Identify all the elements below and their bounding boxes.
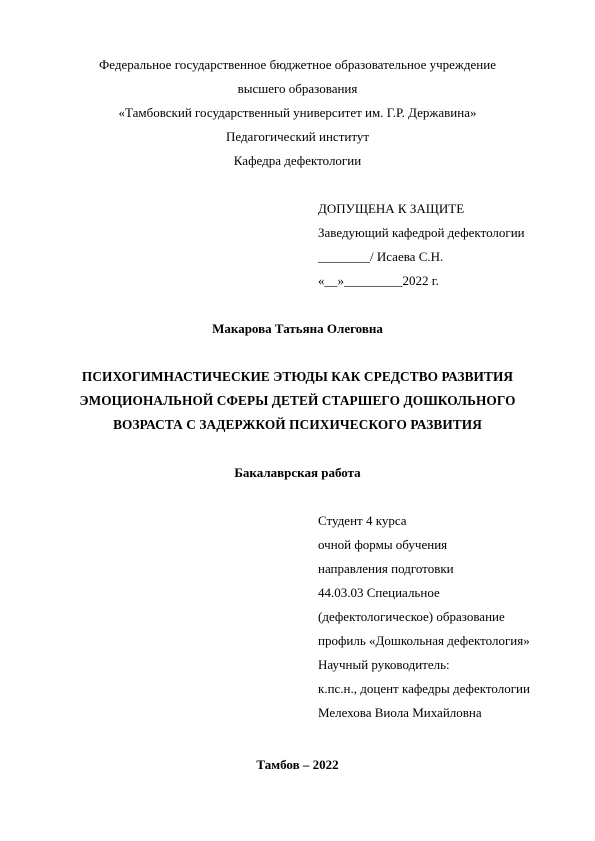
student-line-2: очной формы обучения [318,537,448,552]
student-line-5: (дефектологическое) образование [318,609,505,624]
student-line-3: направления подготовки [318,561,454,576]
city-year-footer: Тамбов – 2022 [256,757,339,772]
work-type: Бакалаврская работа [234,465,361,480]
header-line-4: Педагогический институт [225,129,370,144]
author-name: Макарова Татьяна Олеговна [212,321,383,336]
approval-line-4: «__»_________2022 г. [318,273,439,288]
student-line-7: Научный руководитель: [318,657,450,672]
title-line-3: ВОЗРАСТА С ЗАДЕРЖКОЙ ПСИХИЧЕСКОГО РАЗВИТИЯ [113,417,482,432]
student-line-6: профиль «Дошкольная дефектология» [318,633,530,648]
header-line-2: высшего образования [237,81,358,96]
header-line-5: Кафедра дефектологии [233,153,362,168]
approval-line-3: ________/ Исаева С.Н. [318,249,444,264]
student-line-4: 44.03.03 Специальное [318,585,440,600]
header-line-3: «Тамбовский государственный университет им. Г.Р. Державина» [118,105,477,120]
title-line-1: ПСИХОГИМНАСТИЧЕСКИЕ ЭТЮДЫ КАК СРЕДСТВО РАЗВИТИЯ [81,369,514,384]
approval-line-1: ДОПУЩЕНА К ЗАЩИТЕ [318,201,465,216]
approval-line-2: Заведующий кафедрой дефектологии [318,225,525,240]
student-line-1: Студент 4 курса [318,513,407,528]
student-line-8: к.пс.н., доцент кафедры дефектологии [318,681,530,696]
title-line-2: ЭМОЦИОНАЛЬНОЙ СФЕРЫ ДЕТЕЙ СТАРШЕГО ДОШКОЛЬНОГО [79,393,516,408]
header-line-1: Федеральное государственное бюджетное образовательное учреждение [99,57,496,72]
student-line-9: Мелехова Виола Михайловна [318,705,482,720]
